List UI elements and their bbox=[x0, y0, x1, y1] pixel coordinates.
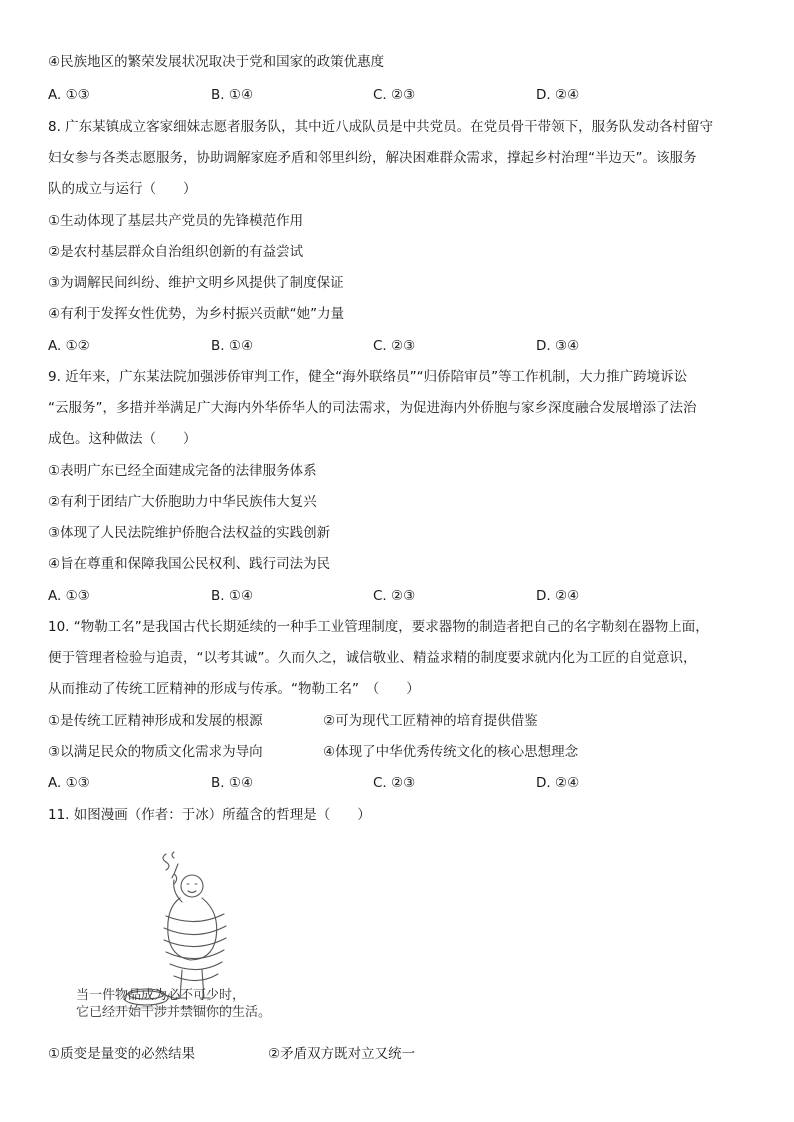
q8-option-a[interactable]: A. ①② bbox=[48, 338, 90, 354]
q10-option-a[interactable]: A. ①③ bbox=[48, 775, 90, 791]
q8-stem-line-3: 队的成立与运行（ ） bbox=[48, 181, 197, 197]
q9-item-1: ①表明广东已经全面建成完备的法律服务体系 bbox=[48, 463, 317, 479]
q9-item-2: ②有利于团结广大侨胞助力中华民族伟大复兴 bbox=[48, 494, 317, 510]
q9-stem-line-2: “云服务”，多措并举满足广大海内外华侨华人的司法需求，为促进海内外侨胞与家乡深度融合发展增添了法治 bbox=[48, 400, 697, 416]
q9-stem-line-1: 9. 近年来，广东某法院加强涉侨审判工作，健全“海外联络员”“归侨陪审员”等工作机制，大力推广跨境诉讼 bbox=[48, 369, 688, 385]
q9-option-c[interactable]: C. ②③ bbox=[373, 588, 416, 604]
q9-item-3: ③体现了人民法院维护侨胞合法权益的实践创新 bbox=[48, 525, 331, 541]
q7-option-a[interactable]: A. ①③ bbox=[48, 87, 90, 103]
q7-option-d[interactable]: D. ②④ bbox=[536, 87, 580, 103]
q8-option-b[interactable]: B. ①④ bbox=[211, 338, 254, 354]
cartoon-caption-line-1: 当一件物品成为必不可少时， bbox=[76, 988, 246, 1003]
q8-item-4: ④有利于发挥女性优势，为乡村振兴贡献“她”力量 bbox=[48, 306, 345, 322]
q8-option-d[interactable]: D. ③④ bbox=[536, 338, 580, 354]
q8-option-c[interactable]: C. ②③ bbox=[373, 338, 416, 354]
q10-stem-line-2: 便于管理者检验与追责，“以考其诚”。久而久之，诚信敬业、精益求精的制度要求就内化为工匠的自觉意识， bbox=[48, 650, 697, 666]
q11-item-2: ②矛盾双方既对立又统一 bbox=[268, 1046, 416, 1062]
q10-option-d[interactable]: D. ②④ bbox=[536, 775, 580, 791]
q8-item-3: ③为调解民间纠纷、维护文明乡风提供了制度保证 bbox=[48, 275, 344, 291]
q8-stem-line-2: 妇女参与各类志愿服务，协助调解家庭矛盾和邻里纠纷，解决困难群众需求，撑起乡村治理“半边天”。该服务 bbox=[48, 150, 697, 166]
q9-option-a[interactable]: A. ①③ bbox=[48, 588, 90, 604]
q10-item-4: ④体现了中华优秀传统文化的核心思想理念 bbox=[323, 744, 579, 760]
q9-item-4: ④旨在尊重和保障我国公民权利、践行司法为民 bbox=[48, 556, 331, 572]
q11-stem: 11. 如图漫画（作者：于冰）所蕴含的哲理是（ ） bbox=[48, 807, 371, 823]
q8-item-2: ②是农村基层群众自治组织创新的有益尝试 bbox=[48, 244, 304, 260]
q10-option-b[interactable]: B. ①④ bbox=[211, 775, 254, 791]
q10-option-c[interactable]: C. ②③ bbox=[373, 775, 416, 791]
q10-stem-line-1: 10. “物勒工名”是我国古代长期延续的一种手工业管理制度，要求器物的制造者把自己的名字勒刻在器物上面， bbox=[48, 619, 709, 635]
q9-stem-line-3: 成色。这种做法（ ） bbox=[48, 431, 197, 447]
q7-item-4: ④民族地区的繁荣发展状况取决于党和国家的政策优惠度 bbox=[48, 54, 385, 70]
q9-option-d[interactable]: D. ②④ bbox=[536, 588, 580, 604]
q10-item-1: ①是传统工匠精神形成和发展的根源 bbox=[48, 713, 263, 729]
q8-stem-line-1: 8. 广东某镇成立客家细妹志愿者服务队，其中近八成队员是中共党员。在党员骨干带领下，服务队发动各村留守 bbox=[48, 119, 714, 135]
q8-item-1: ①生动体现了基层共产党员的先锋模范作用 bbox=[48, 213, 304, 229]
q11-item-1: ①质变是量变的必然结果 bbox=[48, 1046, 196, 1062]
q7-option-b[interactable]: B. ①④ bbox=[211, 87, 254, 103]
q10-item-3: ③以满足民众的物质文化需求为导向 bbox=[48, 744, 263, 760]
q10-item-2: ②可为现代工匠精神的培育提供借鉴 bbox=[323, 713, 538, 729]
q10-stem-line-3: 从而推动了传统工匠精神的形成与传承。“物勒工名” （ ） bbox=[48, 681, 420, 697]
cartoon-caption-line-2: 它已经开始干涉并禁锢你的生活。 bbox=[76, 1005, 272, 1020]
q9-option-b[interactable]: B. ①④ bbox=[211, 588, 254, 604]
q7-option-c[interactable]: C. ②③ bbox=[373, 87, 416, 103]
